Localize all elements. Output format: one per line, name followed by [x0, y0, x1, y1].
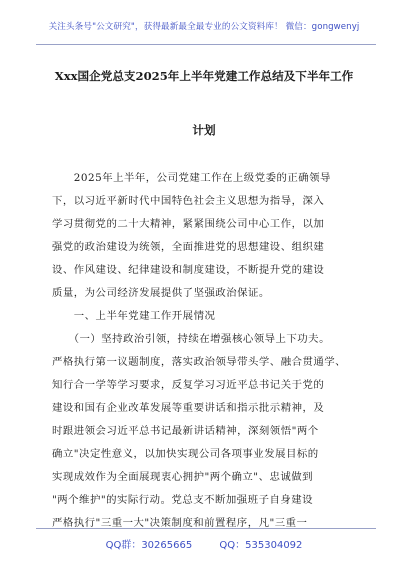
- footer-qq: QQ：535304092: [219, 540, 303, 551]
- body-line: "两个维护"的实际行动。党总支不断加强班子自身建设: [52, 494, 314, 506]
- document-title-line2: 计划: [192, 123, 216, 137]
- body-line: 时跟进领会习近平总书记最新讲话精神，深刻领悟"两个: [52, 425, 319, 437]
- footer-divider: [36, 528, 376, 529]
- body-line: 知行合一学等学习要求，反复学习习近平总书记关于党的: [52, 379, 325, 391]
- subsection-heading: （一）坚持政治引领，持续在增强核心领导上下功夫。: [52, 333, 330, 345]
- footer: [0, 536, 408, 551]
- body-line: 下，以习近平新时代中国特色社会主义思想为指导，深入: [52, 195, 325, 207]
- document-title-line1: Xxx国企党总支2025年上半年党建工作总结及下半年工作: [54, 69, 354, 83]
- body-line: 强党的政治建设为统领，全面推进党的思想建设、组织建: [52, 241, 325, 253]
- document-body: [52, 167, 382, 535]
- body-line: 2025年上半年，公司党建工作在上级党委的正确领导: [52, 172, 331, 184]
- body-line: 确立"决定性意义，以加快实现公司各项事业发展目标的: [52, 448, 319, 460]
- body-line: 建设和国有企业改革发展等重要讲话和指示批示精神，及: [52, 402, 325, 414]
- body-line: 严格执行"三重一大"决策制度和前置程序，凡"三重一: [52, 517, 308, 529]
- header-banner: 关注头条号"公文研究"，获得最新最全最专业的公文资料库！ 微信：gongwenyj: [48, 22, 360, 32]
- footer-qq-group: QQ群：30265665: [105, 540, 193, 551]
- body-line: 质量，为公司经济发展提供了坚强政治保证。: [52, 287, 270, 299]
- section-heading: 一、上半年党建工作开展情况: [52, 310, 216, 322]
- body-line: 学习贯彻党的二十大精神，紧紧围绕公司中心工作，以加: [52, 218, 325, 230]
- body-line: 实现成效作为全面展现衷心拥护"两个确立"、忠诚做到: [52, 471, 314, 483]
- body-line: 设、作风建设、纪律建设和制度建设，不断提升党的建设: [52, 264, 325, 276]
- header-divider: [36, 44, 376, 45]
- body-line: 严格执行第一议题制度，落实政治领导带头学、融合贯通学、: [52, 356, 347, 368]
